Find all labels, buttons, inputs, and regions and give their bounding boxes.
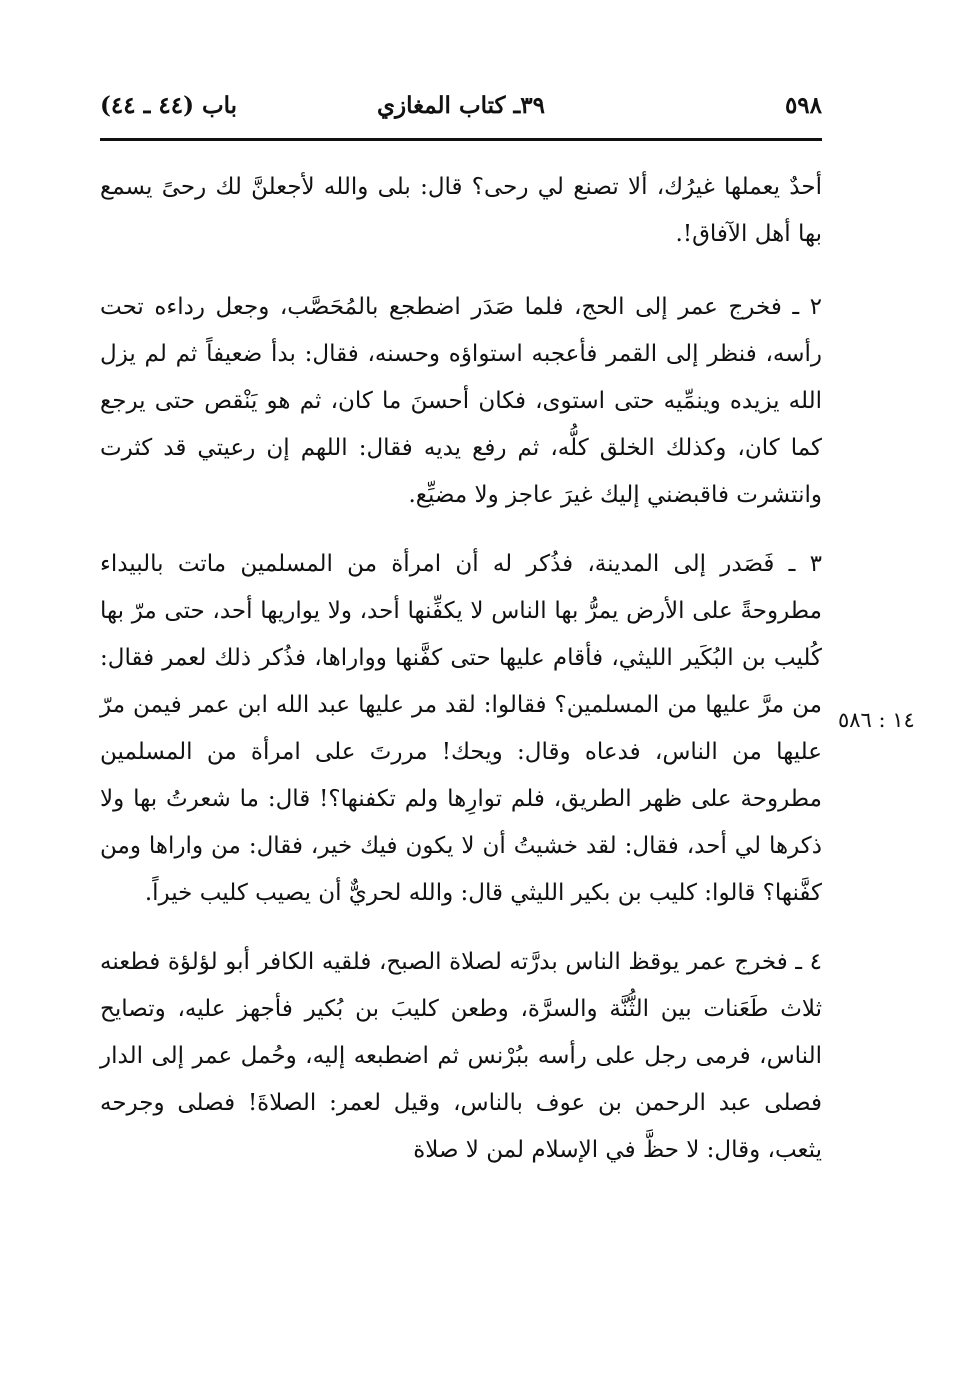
body-text xyxy=(100,164,822,1196)
margin-reference: ١٤ : ٥٨٦ xyxy=(838,708,915,732)
paragraph-2: ٢ ـ فخرج عمر إلى الحج، فلما صَدَر اضطجع بالمُحَصَّب، وجعل رداءه تحت رأسه، فنظر إلى القمر فأعجبه استواؤه وحسنه، فقال: بدأ ضعيفاً ثم لم يزل الله يزيده وينمِّيه حتى استوى، فكان أحسنَ ما كان، ثم هو يَنْقص حتى يرجع كما كان، وكذلك الخلق كلُّه، ثم رفع يديه فقال: اللهم إن رعيتي قد كثرت وانتشرت فاقبضني إليك غيرَ عاجز ولا مضيِّع. xyxy=(100,294,822,508)
paragraph-3: ٣ ـ فَصَدر إلى المدينة، فذُكر له أن امرأة من المسلمين ماتت بالبيداء مطروحةً على الأرض يمرُّ بها الناس لا يكفِّنها أحد، ولا يواريها أحد، حتى مرّ بها كُليب بن البُكَير الليثي، فأقام عليها حتى كفَّنها وواراها، فذُكر ذلك لعمر فقال: من مرَّ عليها من المسلمين؟ فقالوا: لقد مر عليها عبد الله ابن عمر فيمن مرّ عليها من الناس، فدعاه وقال: ويحك! مررتَ على امرأة من المسلمين مطروحة على ظهر الطريق، فلم توارِها ولم تكفنها؟! قال: ما شعرتُ بها ولا ذكرها لي أحد، فقال: لقد خشيتُ أن لا يكون فيك خير، فقال: من واراها ومن كفَّنها؟ قالوا: كليب بن بكير الليثي قال: والله لحريٌّ أن يصيب كليب خيراً. xyxy=(100,551,822,906)
header-divider xyxy=(100,138,822,141)
page-number: ٥٩٨ xyxy=(784,92,822,119)
running-title: ٣٩ـ كتاب المغازي xyxy=(377,92,545,119)
paragraph-continuation: أحدٌ يعملها غيرُك، ألا تصنع لي رحى؟ قال: بلى والله لأجعلنَّ لك رحىً يسمع بها أهل الآفاق!. xyxy=(100,174,822,247)
chapter-reference: باب (٤٤ ـ ٤٤) xyxy=(100,92,238,119)
page-header xyxy=(100,86,822,126)
paragraph-4: ٤ ـ فخرج عمر يوقظ الناس بدرَّته لصلاة الصبح، فلقيه الكافر أبو لؤلؤة فطعنه ثلاث طَعَنات بين الثُّنَّة والسرَّة، وطعن كليبَ بن بُكير فأجهز عليه، وتصايح الناس، فرمى رجل على رأسه ببُرْنس ثم اضطبعه إليه، وحُمل عمر إلى الدار فصلى عبد الرحمن بن عوف بالناس، وقيل لعمر: الصلاةَ! فصلى وجرحه يثعب، وقال: لا حظَّ في الإسلام لمن لا صلاة xyxy=(100,949,822,1163)
